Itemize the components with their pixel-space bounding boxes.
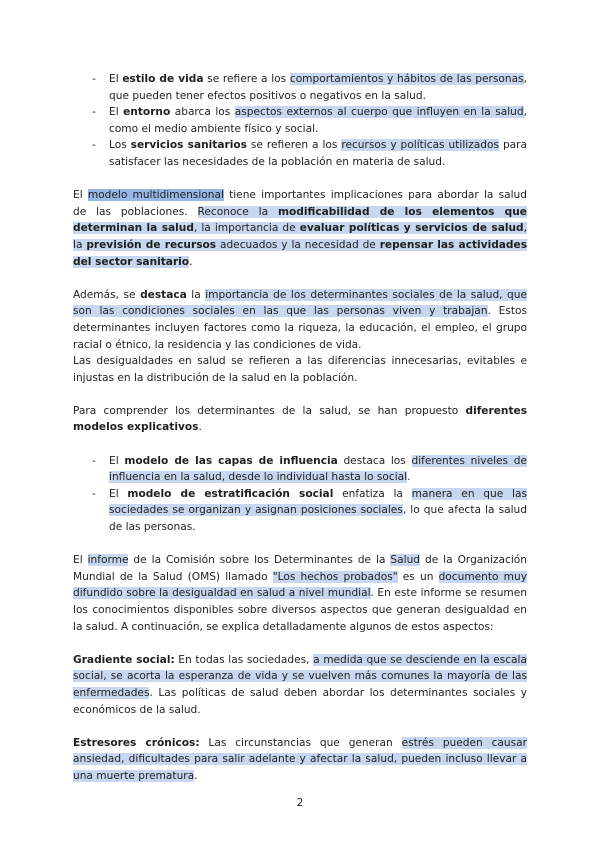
paragraph-social-determinants: Además, se destaca la importancia de los determinantes sociales de la salud, que son las condiciones sociales en las que las personas viven y trabajan. Estos determinantes incluyen factores como la riqueza, la educación, el empleo, el grupo racial o étnico, la residencia y las condiciones de vida. bbox=[73, 288, 527, 351]
dash-bullet: - bbox=[92, 454, 96, 467]
dash-bullet: - bbox=[92, 73, 96, 85]
list-item: - El modelo de las capas de influencia destaca los diferentes niveles de influencia en la salud, desde lo individual hasta lo social. bbox=[92, 454, 527, 484]
paragraph-who-report: El informe de la Comisión sobre los Determinantes de la Salud de la Organización Mundial de la Salud (OMS) llamado "Los hechos probados" es un documento muy difundido sobre la desigualdad en salud a nivel mundial. En este informe se resumen los conocimientos disponibles sobre diversos aspectos que generan desigualdad en la salud. A continuación, se explica detalladamente algunos de estos aspectos: bbox=[73, 554, 527, 633]
dash-bullet: - bbox=[92, 106, 96, 119]
paragraph-models-intro: Para comprender los determinantes de la salud, se han propuesto diferentes modelos explicativos. bbox=[73, 404, 527, 434]
paragraph-social-gradient: Gradiente social: En todas las sociedades, a medida que se desciende en la escala social, se acorta la esperanza de vida y se vuelven más comunes la mayoría de las enfermedades. Las políticas de salud deben abordar los determinantes sociales y económicos de la salud. bbox=[73, 653, 527, 716]
dash-bullet: - bbox=[92, 487, 96, 500]
paragraph-chronic-stressors: Estresores crónicos: Las circunstancias que generan estrés pueden causar ansiedad, dificultades para salir adelante y afectar la salud, pueden incluso llevar a una muerte prematura. bbox=[73, 736, 528, 782]
list-item: - El entorno abarca los aspectos externos al cuerpo que influyen en la salud, como el medio ambiente físico y social. bbox=[92, 106, 527, 135]
page-number: 2 bbox=[296, 797, 304, 809]
list-item: - Los servicios sanitarios se refieren a los recursos y políticas utilizados para satisfacer las necesidades de la población en materia de salud. bbox=[92, 139, 528, 168]
bullet-list-determinants bbox=[73, 71, 527, 171]
page-content bbox=[73, 71, 527, 785]
list-item: - El modelo de estratificación social enfatiza la manera en que las sociedades se organizan y asignan posiciones sociales, lo que afecta la salud de las personas. bbox=[92, 487, 527, 534]
paragraph-inequalities: Las desigualdades en salud se refieren a las diferencias innecesarias, evitables e injustas en la distribución de la salud en la población. bbox=[73, 355, 527, 384]
list-item: - El estilo de vida se refiere a los comportamientos y hábitos de las personas, que pueden tener efectos positivos o negativos en la salud. bbox=[92, 73, 527, 102]
bullet-list-models bbox=[73, 453, 527, 536]
paragraph-multidimensional-model: El modelo multidimensional tiene importantes implicaciones para abordar la salud de las poblaciones. Reconoce la modificabilidad de los elementos que determinan la salud, la importancia de evaluar políticas y servicios de salud, la previsión de recursos adecuados y la necesidad de repensar las actividades del sector sanitario. bbox=[73, 189, 528, 268]
dash-bullet: - bbox=[92, 139, 96, 152]
